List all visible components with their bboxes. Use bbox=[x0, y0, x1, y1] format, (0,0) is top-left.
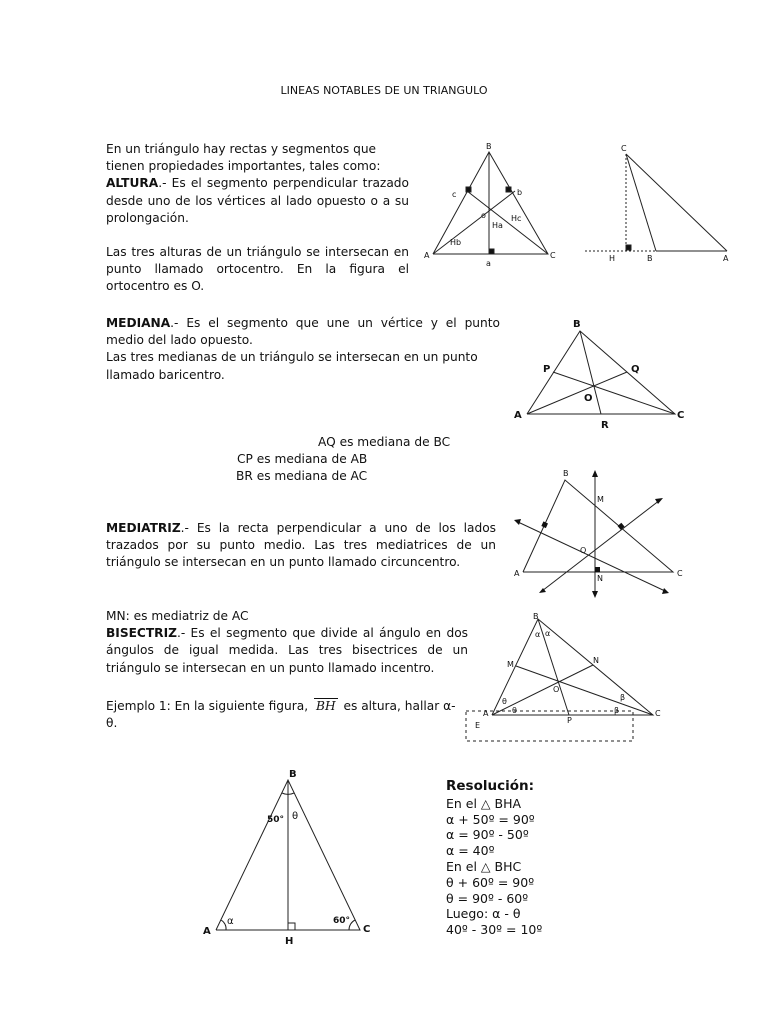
mediana-definition bbox=[106, 315, 500, 349]
label-A: A bbox=[424, 251, 430, 260]
mediana-figure bbox=[510, 312, 695, 432]
altura-term: ALTURA bbox=[106, 176, 159, 191]
altura-definition bbox=[106, 175, 409, 227]
bisectriz-definition bbox=[106, 625, 468, 677]
label-o: o bbox=[481, 211, 486, 220]
altura-obtuse-figure bbox=[580, 140, 740, 265]
mediana-definition-text: .- Es el segmento que une un vértice y el punto medio del lado opuesto. bbox=[106, 316, 500, 348]
label-alpha: α bbox=[535, 630, 541, 639]
label-a: a bbox=[486, 259, 491, 268]
mediatriz-definition bbox=[106, 520, 496, 572]
median-AQ bbox=[527, 372, 627, 414]
arrowhead bbox=[514, 519, 521, 525]
label-C: C bbox=[677, 410, 685, 421]
bisector-AN bbox=[492, 665, 593, 715]
ejemplo-figure bbox=[200, 765, 385, 945]
mediana-section bbox=[106, 315, 500, 384]
label-B: B bbox=[289, 769, 297, 780]
label-E: E bbox=[475, 721, 481, 730]
angle-label-C: 60° bbox=[333, 916, 351, 926]
resolucion-line: α = 40º bbox=[446, 843, 495, 859]
label-A: A bbox=[514, 410, 522, 421]
label-B: B bbox=[486, 142, 492, 151]
mediatriz-definition-text: .- Es la recta perpendicular a uno de los lados trazados por su punto medio. Las tres mediatrices de un triángulo se intersecan en un punto llamado circuncentro. bbox=[106, 521, 496, 570]
label-C: C bbox=[363, 924, 371, 935]
resolucion-line: En el △ BHC bbox=[446, 858, 522, 874]
label-H: H bbox=[285, 936, 294, 947]
angle-arc-A bbox=[221, 920, 226, 930]
right-angle-marker bbox=[541, 521, 548, 528]
label-P: P bbox=[567, 716, 572, 725]
label-N: N bbox=[593, 656, 599, 665]
label-alpha: α bbox=[545, 629, 551, 638]
altura-definition-text: .- Es el segmento perpendicular trazado desde uno de los vértices al lado opuesto o a su prolongación. bbox=[106, 176, 409, 225]
ejemplo-text bbox=[106, 698, 476, 732]
bisectriz-figure bbox=[460, 608, 660, 748]
label-M: M bbox=[507, 660, 514, 669]
angle-label-A: α bbox=[227, 916, 234, 927]
intro-line-1: En un triángulo hay rectas y segmentos que bbox=[106, 142, 377, 156]
label-c: c bbox=[452, 190, 457, 199]
label-B: B bbox=[533, 612, 539, 621]
resolucion-line: α = 90º - 50º bbox=[446, 827, 529, 843]
label-B: B bbox=[647, 254, 653, 263]
mediatriz-figure bbox=[510, 465, 695, 600]
resolucion-block bbox=[446, 779, 542, 938]
label-A: A bbox=[514, 569, 520, 578]
label-H: H bbox=[609, 254, 616, 263]
label-O: O bbox=[553, 685, 560, 694]
label-P: P bbox=[543, 364, 551, 375]
mediana-example-1: AQ es mediana de BC bbox=[318, 435, 451, 449]
altura-hc-line bbox=[467, 191, 548, 254]
label-theta: θ bbox=[512, 706, 517, 715]
bisectriz-definition-text: .- Es el segmento que divide al ángulo en dos ángulos de igual medida. Las tres bisectrices de un triángulo se intersecan en un punto llamado incentro. bbox=[106, 626, 468, 675]
label-beta: β bbox=[614, 706, 620, 715]
resolucion-line: α + 50º = 90º bbox=[446, 811, 535, 827]
label-R: R bbox=[601, 420, 609, 431]
label-B: B bbox=[563, 469, 569, 478]
mediana-example-2: CP es mediana de AB bbox=[237, 452, 368, 466]
arrowhead bbox=[592, 470, 598, 477]
label-C: C bbox=[655, 709, 661, 718]
right-angle-marker bbox=[288, 923, 295, 930]
resolucion-line: θ + 60º = 90º bbox=[446, 874, 535, 890]
label-theta: θ bbox=[502, 697, 507, 706]
label-C: C bbox=[550, 251, 556, 260]
label-A: A bbox=[203, 926, 211, 937]
median-CP bbox=[553, 372, 675, 414]
mediana-term: MEDIANA bbox=[106, 316, 171, 330]
label-Q: Q bbox=[631, 364, 640, 375]
bisectriz-section bbox=[106, 608, 468, 677]
label-O: O bbox=[584, 393, 593, 404]
altura-paragraph: Las tres alturas de un triángulo se intersecan en punto llamado ortocentro. En la figura el ortocentro es O. bbox=[106, 245, 409, 294]
bisectriz-triangle bbox=[492, 619, 653, 715]
resolucion-line: θ = 90º - 60º bbox=[446, 890, 529, 906]
bisectriz-term: BISECTRIZ bbox=[106, 626, 177, 641]
right-angle-marker bbox=[595, 567, 600, 572]
arrowhead bbox=[592, 591, 598, 598]
label-C: C bbox=[677, 569, 683, 578]
resolucion-line: En el △ BHA bbox=[446, 795, 522, 811]
label-Hb: Hb bbox=[450, 238, 462, 247]
altura-acute-figure bbox=[420, 138, 570, 268]
right-angle-marker bbox=[626, 245, 631, 250]
right-angle-marker bbox=[466, 187, 471, 192]
label-O: O bbox=[580, 546, 587, 555]
mediatriz-example: MN: es mediatriz de AC bbox=[106, 609, 249, 623]
right-angle-marker bbox=[506, 187, 511, 192]
mediana-example-3: BR es mediana de AC bbox=[236, 469, 368, 483]
bisector-CM bbox=[516, 666, 653, 715]
resolucion-line: 40º - 30º = 10º bbox=[446, 922, 543, 938]
label-A: A bbox=[723, 254, 729, 263]
label-M: M bbox=[597, 495, 604, 504]
ejemplo-after: es altura, hallar α- bbox=[343, 699, 456, 713]
label-N: N bbox=[597, 574, 603, 583]
label-C: C bbox=[621, 144, 627, 153]
mediana-paragraph: Las tres medianas de un triángulo se intersecan en un punto llamado baricentro. bbox=[106, 350, 478, 382]
altura-section bbox=[106, 141, 409, 296]
angle-label-B-right: θ bbox=[292, 811, 299, 822]
ejemplo-before: Ejemplo 1: En la siguiente figura, bbox=[106, 699, 309, 713]
arrowhead bbox=[662, 588, 669, 594]
resolucion-line: Luego: α - θ bbox=[446, 906, 521, 922]
label-Ha: Ha bbox=[492, 221, 503, 230]
mediatriz-term: MEDIATRIZ bbox=[106, 521, 181, 535]
angle-label-B-left: 50° bbox=[267, 815, 285, 825]
intro-line-2: tienen propiedades importantes, tales como: bbox=[106, 159, 381, 174]
label-beta: β bbox=[620, 693, 626, 702]
label-b: b bbox=[517, 188, 523, 197]
ejemplo-segment-label: BH bbox=[316, 699, 336, 713]
page-title: LINEAS NOTABLES DE UN TRIANGULO bbox=[280, 84, 488, 97]
label-A: A bbox=[483, 709, 489, 718]
label-Hc: Hc bbox=[511, 214, 522, 223]
resolucion-heading: Resolución: bbox=[446, 778, 535, 794]
label-B: B bbox=[573, 319, 581, 330]
ejemplo-segment bbox=[312, 699, 340, 713]
right-angle-marker bbox=[489, 249, 494, 254]
right-angle-marker bbox=[618, 523, 625, 530]
ejemplo-line-2: θ. bbox=[106, 716, 118, 731]
bisector-BP bbox=[538, 619, 569, 715]
bisector-AB bbox=[518, 522, 665, 591]
